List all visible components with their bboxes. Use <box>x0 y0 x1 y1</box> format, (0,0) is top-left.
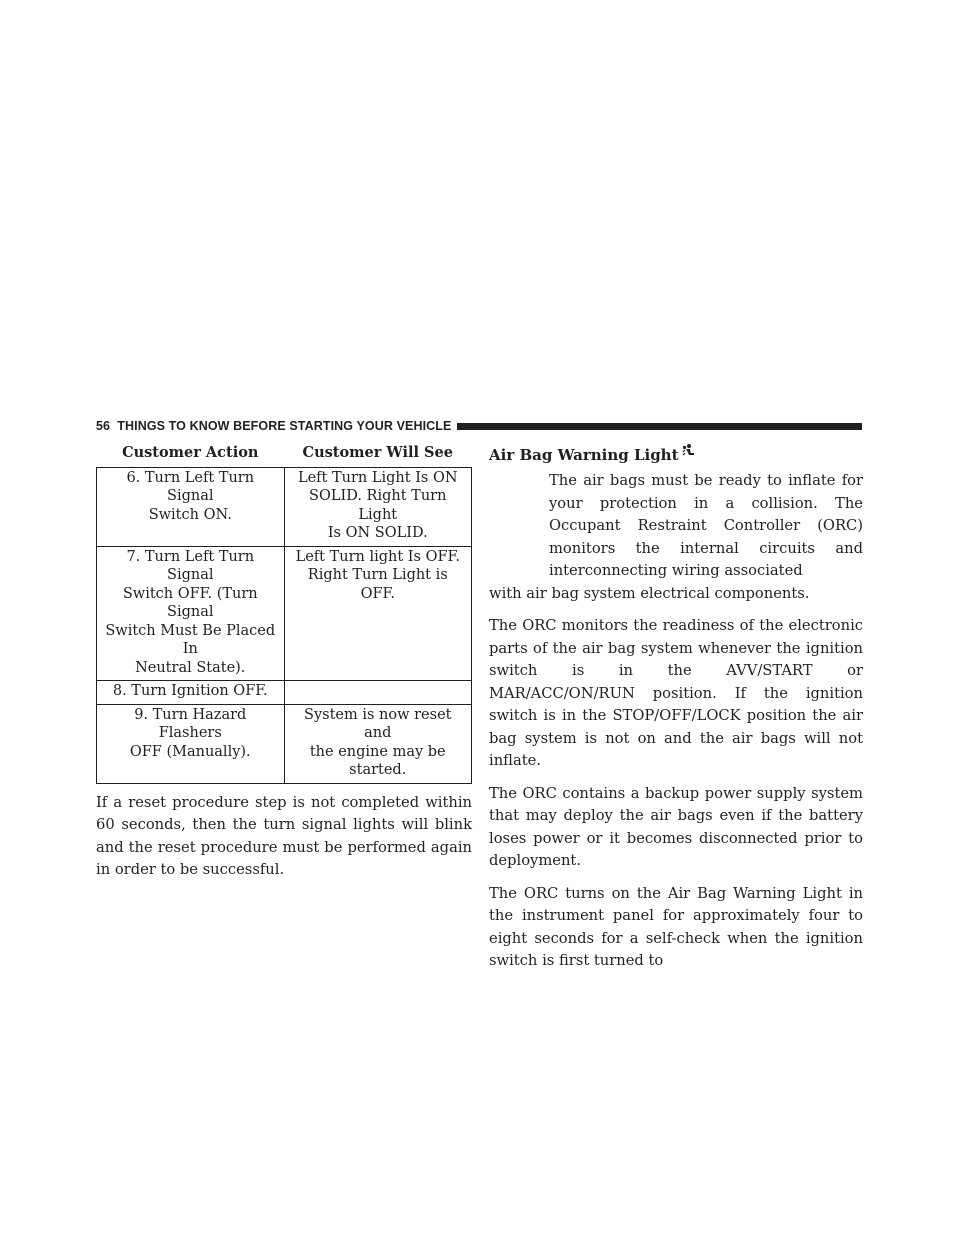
section-title <box>489 444 863 466</box>
cell-line: SOLID. Right Turn Light <box>309 488 447 523</box>
customer-will-see-cell <box>284 467 471 546</box>
left-column <box>96 444 472 882</box>
cell-line: the engine may be <box>309 743 446 760</box>
cell-line: Left Turn Light Is ON <box>297 469 458 486</box>
airbag-paragraph: The ORC monitors the readiness of the electronic parts of the air bag system whenever the ignition switch is in the AVV/START or MAR/ACC/ON/RUN position. If the ignition switch is in the STOP/OFF/LOCK position the air bag system is not on and the air bags will not inflate. <box>489 617 863 769</box>
table-row <box>97 704 472 783</box>
right-column <box>489 444 863 973</box>
airbag-intro-block <box>489 470 863 583</box>
table-header-row <box>97 444 472 467</box>
table-header-cell: Customer Action <box>122 444 259 461</box>
header-rule <box>457 423 862 430</box>
airbag-paragraph: The ORC turns on the Air Bag Warning Light in the instrument panel for approximately four to eight seconds for a self-check when the ignition switch is first turned to <box>489 884 863 969</box>
cell-line: started. <box>349 762 407 778</box>
airbag-section-title: Air Bag Warning Light <box>489 446 679 464</box>
cell-line: Switch Must Be Placed In <box>105 622 276 657</box>
airbag-seated-person-icon <box>682 443 696 459</box>
table-row <box>97 546 472 681</box>
cell-line: Left Turn light Is OFF. <box>295 548 460 565</box>
customer-action-cell <box>97 681 285 705</box>
customer-action-cell <box>97 467 285 546</box>
header-label <box>96 419 451 433</box>
customer-action-cell <box>97 704 285 783</box>
customer-will-see-cell <box>284 704 471 783</box>
reset-procedure-table <box>96 444 472 784</box>
cell-line: OFF (Manually). <box>129 743 251 760</box>
reset-note-paragraph: If a reset procedure step is not completed within 60 seconds, then the turn signal lights will blink and the reset procedure must be performed again in order to be successful. <box>96 793 472 878</box>
airbag-intro-continued: with air bag system electrical components. <box>489 584 810 602</box>
cell-line: Switch ON. <box>148 506 232 523</box>
cell-line: 6. Turn Left Turn Signal <box>126 469 255 504</box>
header-title: THINGS TO KNOW BEFORE STARTING YOUR VEHICLE <box>117 419 452 433</box>
table-row <box>97 467 472 546</box>
customer-will-see-cell <box>284 546 471 681</box>
cell-line: System is now reset and <box>304 706 452 741</box>
table-header-cell: Customer Will See <box>302 444 453 461</box>
cell-line: Switch OFF. (Turn Signal <box>122 585 258 620</box>
customer-will-see-cell <box>284 681 471 705</box>
cell-line: Right Turn Light is OFF. <box>307 567 448 602</box>
cell-line: Neutral State). <box>135 659 246 676</box>
page-header <box>96 417 862 435</box>
cell-line: Is ON SOLID. <box>327 525 428 541</box>
customer-action-cell <box>97 546 285 681</box>
table-row <box>97 681 472 705</box>
page-number: 56 <box>96 419 111 433</box>
airbag-intro-indented: The air bags must be ready to inflate for your protection in a collision. The Occupant Restraint Controller (ORC) monitors the internal circuits and interconnecting wiring associated <box>549 472 863 579</box>
airbag-paragraph: The ORC contains a backup power supply system that may deploy the air bags even if the battery loses power or it becomes disconnected prior to deployment. <box>489 784 863 869</box>
cell-line: 9. Turn Hazard Flashers <box>134 706 247 741</box>
cell-line: 7. Turn Left Turn Signal <box>126 548 255 583</box>
cell-line: 8. Turn Ignition OFF. <box>112 683 268 699</box>
